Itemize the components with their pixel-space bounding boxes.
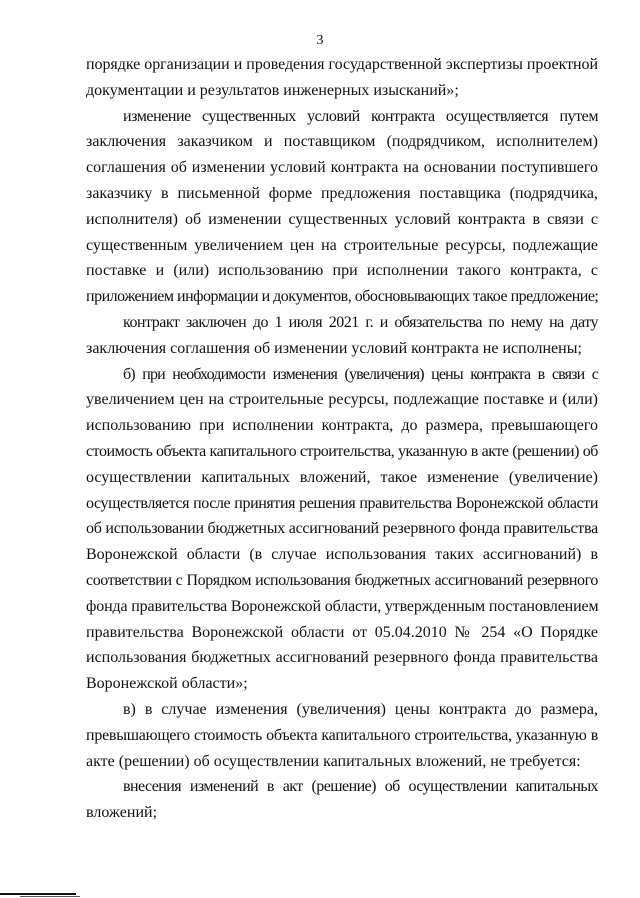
paragraph-line: изменение существенных условий контракта осуществляется путем: [123, 107, 598, 125]
paragraph-line: заказчику в письменной форме предложения поставщика (подрядчика,: [86, 184, 598, 202]
paragraph: [86, 697, 598, 774]
paragraph: [86, 774, 598, 826]
paragraph-line: поставке и (или) использованию при исполнении такого контракта, с: [86, 262, 598, 280]
paragraph: [86, 52, 598, 104]
paragraph-line: об использовании бюджетных ассигнований резервного фонда правительства: [86, 520, 598, 538]
paragraph: [86, 104, 598, 310]
paragraph-line: существенным увеличением цен на строительные ресурсы, подлежащие: [86, 236, 598, 254]
paragraph-line: стоимость объекта капитального строительства, указанную в акте (решении) об: [86, 442, 598, 460]
paragraph-line: акте (решении) об осуществлении капитальных вложений, не требуется:: [86, 752, 581, 770]
paragraph-line: приложением информации и документов, обосновывающих такое предложение;: [86, 288, 599, 306]
footer-rule-secondary: [20, 896, 80, 897]
paragraph-line: увеличением цен на строительные ресурсы, подлежащие поставке и (или): [86, 391, 598, 409]
paragraph-line: превышающего стоимость объекта капитального строительства, указанную в: [86, 726, 598, 744]
paragraph-line: соглашения об изменении условий контракта на основании поступившего: [86, 159, 598, 177]
paragraph-line: заключения заказчиком и поставщиком (подрядчиком, исполнителем): [86, 133, 598, 151]
footer-rule: [0, 893, 76, 895]
document-body: [86, 52, 598, 826]
paragraph-line: порядке организации и проведения государственной экспертизы проектной: [86, 56, 598, 73]
paragraph-line: осуществляется после принятия решения правительства Воронежской области: [86, 494, 598, 512]
paragraph-line: б) при необходимости изменения (увеличения) цены контракта в связи с: [123, 365, 598, 383]
paragraph-line: использования бюджетных ассигнований резервного фонда правительства: [86, 649, 598, 667]
paragraph-line: Воронежской области»;: [86, 675, 248, 693]
paragraph-line: в) в случае изменения (увеличения) цены контракта до размера,: [123, 700, 598, 718]
paragraph-line: вложений;: [86, 804, 158, 822]
paragraph-line: документации и результатов инженерных изысканий»;: [86, 81, 459, 99]
page-number: 3: [316, 33, 324, 48]
paragraph-line: фонда правительства Воронежской области, утвержденным постановлением: [86, 597, 599, 615]
paragraph: [86, 310, 598, 362]
paragraph-line: осуществлении капитальных вложений, такое изменение (увеличение): [86, 468, 598, 486]
paragraph-line: правительства Воронежской области от 05.04.2010 № 254 «О Порядке: [86, 623, 598, 641]
paragraph-line: исполнителя) об изменении существенных условий контракта в связи с: [86, 210, 598, 228]
paragraph: [86, 362, 598, 697]
paragraph-line: контракт заключен до 1 июля 2021 г. и обязательства по нему на дату: [123, 313, 598, 331]
paragraph-line: соответствии с Порядком использования бюджетных ассигнований резервного: [86, 571, 598, 589]
paragraph-line: Воронежской области (в случае использования таких ассигнований) в: [86, 546, 598, 564]
paragraph-line: использованию при исполнении контракта, до размера, превышающего: [86, 417, 598, 435]
paragraph-line: внесения изменений в акт (решение) об осуществлении капитальных: [123, 778, 598, 796]
paragraph-line: заключения соглашения об изменении условий контракта не исполнены;: [86, 339, 582, 357]
